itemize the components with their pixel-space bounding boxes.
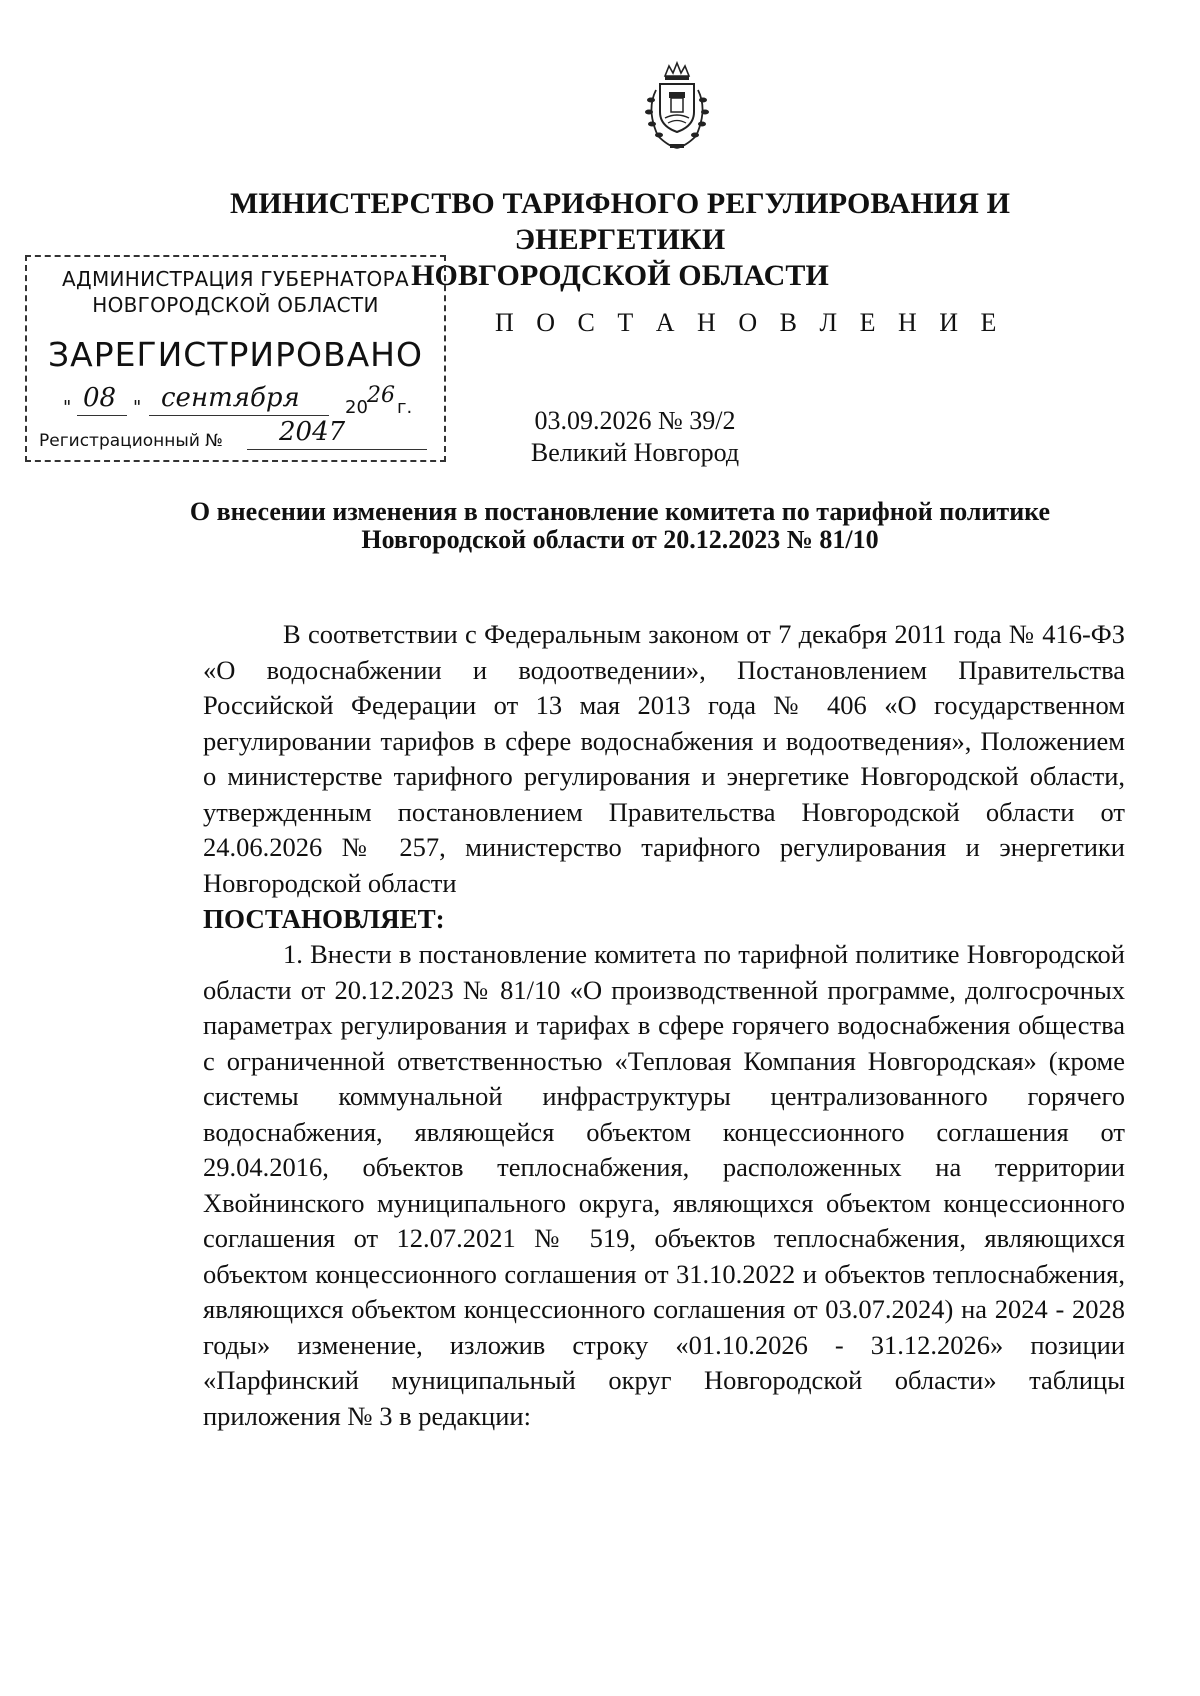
document-body xyxy=(203,617,1125,1434)
stamp-line-registered: ЗАРЕГИСТРИРОВАНО xyxy=(48,335,423,374)
resolves-heading: ПОСТАНОВЛЯЕТ: xyxy=(203,904,445,934)
document-subject-line2: Новгородской области от 20.12.2023 № 81/10 xyxy=(361,525,879,554)
stamp-registration-line xyxy=(39,417,439,455)
item-1-paragraph: 1. Внести в постановление комитета по тарифной политике Новгородской области от 20.12.2023 № 81/10 «О производственной программе, долгосрочных параметрах регулирования и тарифах в сфере горячего водоснабжения общества с ограниченной ответственностью «Тепловая Компания Новгородская» (кроме системы коммунальной инфраструктуры централизованного горячего водоснабжения, являющейся объектом концессионного соглашения от 29.04.2016, объектов теплоснабжения, расположенных на территории Хвойнинского муниципального округа, являющихся объектом концессионного соглашения от 12.07.2021 № 519, объектов теплоснабжения, являющихся объектом концессионного соглашения от 31.10.2022 и объектов теплоснабжения, являющихся объектом концессионного соглашения от 03.07.2024) на 2024 - 2028 годы» изменение, изложив строку «01.10.2026 - 31.12.2026» позиции «Парфинский муниципальный округ Новгородской области» таблицы приложения № 3 в редакции: xyxy=(203,939,1125,1431)
stamp-date-day: 08 xyxy=(83,383,117,413)
document-subject-line1: О внесении изменения в постановление комитета по тарифной политике xyxy=(189,497,1051,526)
stamp-date-year-prefix: 20 xyxy=(345,397,368,418)
document-date-number: 03.09.2026 № 39/2 xyxy=(534,406,736,435)
document-subject xyxy=(150,498,1090,554)
preamble-paragraph: В соответствии с Федеральным законом от 7 декабря 2011 года № 416-ФЗ «О водоснабжении и водоотведении», Постановлением Правительства Российской Федерации от 13 мая 2013 года № 406 «О государственном регулировании тарифов в сфере водоснабжения и водоотведения», Положением о министерстве тарифного регулирования и энергетике Новгородской области, утвержденным постановлением Правительства Новгородской области от 24.06.2026 № 257, министерство тарифного регулирования и энергетики Новгородской области xyxy=(203,619,1125,898)
stamp-reg-label: Регистрационный № xyxy=(39,431,223,451)
stamp-line-administration: АДМИНИСТРАЦИЯ ГУБЕРНАТОРА xyxy=(62,267,409,291)
document-type: П О С Т А Н О В Л Е Н И Е xyxy=(495,308,1005,337)
registration-stamp xyxy=(25,255,446,462)
document-date-block xyxy=(480,405,790,469)
stamp-date-year-suffix: 26 xyxy=(367,383,395,408)
document-city: Великий Новгород xyxy=(530,438,740,467)
ministry-title-line1: МИНИСТЕРСТВО ТАРИФНОГО РЕГУЛИРОВАНИЯ И ЭНЕРГЕТИКИ xyxy=(229,187,1011,256)
stamp-date-line: " 08 " сентября 20 26 г. xyxy=(63,383,413,418)
stamp-date-year-end: г. xyxy=(397,397,413,418)
stamp-line-region: НОВГОРОДСКОЙ ОБЛАСТИ xyxy=(92,293,379,317)
coat-of-arms-icon xyxy=(638,60,716,152)
stamp-reg-number: 2047 xyxy=(279,417,346,447)
stamp-date-month: сентября xyxy=(161,383,300,413)
ministry-title-line2: НОВГОРОДСКОЙ ОБЛАСТИ xyxy=(411,259,829,292)
